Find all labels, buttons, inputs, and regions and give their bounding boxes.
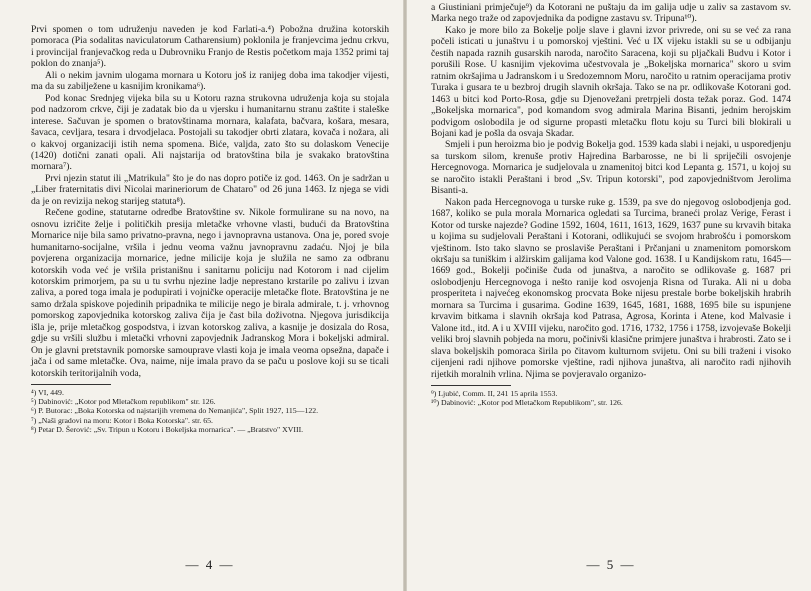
paragraph: Prvi njezin statut ili „Matrikula" što je do nas dopro potiče iz god. 1463. On je sadržan u „Liber fraternitatis divi Nicolai marineriorum de Chataro" od 26 juna 1463. Iz njega se vidi da je on revizija nekog starijeg statuta⁸). — [31, 172, 389, 207]
footnote: ⁴) VI, 449. — [31, 388, 64, 398]
paragraph: Pod konac Srednjeg vijeka bila su u Kotoru razna strukovna udruženja koja su stojala pod nadzorom crkve, čiji je zadatak bio da u vjersku i humanitarnu stranu zaštite i staleške interese. Sačuvan je spomen o bratovštinama mornara, kalafata, bačvara, košara, mesara, šavaca, cevljara, tesara i drvodjelaca. Postojali su takodjer obrti zlatara, kovača i nožara, ali o kakvoj organizaciji istih nema spomena. Biće, valjda, zato što su dolaskom Venecije (1420) dotični zanati opali. Ali najstarija od bratovština bila je svakako bratovština mornara⁷). — [31, 92, 389, 173]
footnote: ¹⁰) Dabinović: „Kotor pod Mletačkom Republikom", str. 126. — [431, 398, 623, 408]
footnote: ⁹) Ljubić, Comm. II, 241 15 aprila 1553. — [431, 388, 558, 398]
right-body-text — [431, 2, 791, 380]
footnote-divider — [431, 385, 511, 386]
page-number: — 4 — — [185, 557, 235, 572]
footnote: ⁶) P. Butorac: „Boka Kotorska od najstarijih vremena do Nemanjića", Split 1927, 115—122. — [31, 406, 319, 416]
paragraph: Rečene godine, statutarne odredbe Bratovštine sv. Nikole formulirane su na novo, na osnovu izričite želje i političkih presija mletačke vrhovne vlasti, budući da Bratovština Mornarice nije bila samo privatno-pravna, nego i javnopravna ustanova. Ona je, pored svoje humanitarno-socijalne, vršila i jednu veoma važnu javnopravnu zadaću. Njoj je bila povjerena organizacija mornarice, jedne milicije koja je služila ne samo za odbranu kotorskih voda već je vršila pristanišnu i sanitarnu policiju nad Kotorom i nad cijelim kotorskim primorjem, pa su u tu svrhu njezine ladje neprestano krstarile po zalivu i izvan zaliva, a pored toga imala je podupirati i vojničke operacije mletačke flote. Bratovština je ne samo držala spiskove pojedinih pripadnika te milicije nego je birala admirale, t. j. vrhovnog pomorskog zapovjednika kotorskog zaliva čija je čast bila doživotna. Njegova jurisdikcija išla je, prije mletačkog gospodstva, i izvan kotorskog zaliva, a kasnije je dosizala do Rosa, gdje su vršili službu i mletački vrhovni zapovjednik Jadranskog Mora i bokeljski admiral. On je glavni pretstavnik pomorske samouprave vlasti koja je imala veoma opsežna, dapače i jača i od same mletačke. Ova, naime, nije imala pravo da se paču u poslove koji su se ticali kotorskih teritorijalnih voda, — [31, 207, 389, 379]
paragraph: Kako je more bilo za Bokelje polje slave i glavni izvor privrede, oni su se već za rana počeli isticati u junaštvu i u pomorskoj vještini. Već u IX vijeku istakli su se u odbijanju čestih napada raznih gusarskih naroda, naročito Saracena, koji su pljačkali Budvu i Kotor i porušili Rose. U kasnijim vjekovima učestvovala je „Bokeljska mornarica" skoro u svim ratnim okršajima u Jadranskom i u Sredozemnom Moru, naročito u ratnim operacijama protiv Turaka i gusara te u bezbroj drugih slavnih okršaja. Tako se na pr. odlikovaše Kotorani god. 1463 u bitci kod Porto-Rosa, gdje su Djenovežani pretrpjeli dosta težak poraz. God. 1474 „Bokeljska mornarica", pod komandom svog admirala Marina Bisanti, jednim herojskim podvigom oslobodila je od sigurne propasti mletačku flotu koju su Turci bili blokirali u Bojani kad je pošla da osvaja Skadar. — [431, 24, 791, 139]
footnote: ⁵) Dabinović: „Kotor pod Mletačkom republikom" str. 126. — [31, 397, 216, 407]
paragraph: Nakon pada Hercegnovoga u turske ruke g. 1539, pa sve do njegovog oslobodjenja god. 1687, koliko se pula morala Mornarica ogledati sa Turcima, braneći prolaz Verige, Ferast i Kotor od turske najezde? Godine 1592, 1604, 1611, 1613, 1629, 1637 pune su krvavih bitaka u kojima su sudjelovali Peraštani i Kotorani, odlikujući se svojom hrabrošću i pomorskom vještinom. Isto tako slavno se proslaviše Peraštani i Prčanjani u znamenitom pomorskom okršaju sa tuniškim i alžirskim galijama kod Valone god. 1638. I u Kandijskom ratu, 1645—1669 god., Bokelji počiniše čuda od junaštva, a naročito se odlikovaše g. 1687 pri oslobodjenju Hercegnovoga i nešto ranije kod osvojenja Risna od Turaka. Ali ni u doba prosperiteta i najvećeg ekonomskog procvata Boke nijesu prestale borbe bokeljskih hrabrih mornara sa Turcima i gusarima. Godine 1639, 1645, 1681, 1688, 1695 bile su ispunjene krvavim bitkama i slavnih okršaja kod Patrasa, Agrosa, Korinta i Atene, kod Malvasie i Valone itd., itd. A i u XVIII vijeku, naročito god. 1716, 1732, 1756 i 1758, izvojevaše Bokelji veliki broj slavnih pobjeda na moru, počinivši klasične primjere junaštva i hrabrosti. Zato se i slava bokeljskih pomoraca širila po čitavom kulturnom svijetu. Oni su bili traženi i visoko cijenjeni radi njihove pomorske vještine, radi njihova junaštva, ali naročito radi njihovih rijetkih moralnih vrlina. Njima se povjeravalo organizo- — [431, 196, 791, 380]
paragraph: Smjeli i pun heroizma bio je podvig Bokelja god. 1539 kada slabi i nejaki, u usporedjenju sa turskom silom, krenuše protiv Hajredina Barbarosse, ne bi li spriječili osvojenje Hercegnovoga. Mornarica je sudjelovala u znamenitoj bitci kod Lepanta g. 1571, u kojoj su se naročito istakli Peraštani i brod „Sv. Tripun kotorski", pod zapovjedništvom Jerolima Bisanti-a. — [431, 139, 791, 197]
left-page — [0, 0, 403, 591]
footnote: ⁸) Petar D. Šerović: „Sv. Tripun u Kotoru i Bokeljska mornarica". — „Bratstvo" XVIII. — [31, 424, 304, 434]
right-page — [407, 0, 811, 591]
left-body-text — [31, 24, 389, 379]
paragraph: Ali o nekim javnim ulogama mornara u Kotoru još iz ranijeg doba ima takodjer vijesti, ma da su zabilježene u kasnijim kronikama⁶). — [31, 69, 389, 93]
paragraph: Prvi spomen o tom udruženju naveden je kod Farlati-a.⁴) Pobožna družina kotorskih pomoraca (Pia sodalitas naviculatorum Catharensium) poklonila je franjevcima jednu crkvu, i provincijal franjevačkog reda u Dubrovniku Franjo de Restis početkom maja 1352 primi taj poklon do znanja⁵). — [31, 24, 389, 70]
page-number: — 5 — — [586, 557, 636, 572]
left-footnotes — [31, 388, 389, 434]
footnote: ⁷) „Naši gradovi na moru: Kotor i Boka Kotorska". str. 65. — [31, 415, 213, 425]
right-footnotes — [431, 389, 791, 407]
paragraph: a Giustiniani primječuje⁹) da Kotorani ne puštaju da im galija udje u zaliv sa zastavom sv. Marka nego traže od zapovjednika da podigne zastavu sv. Tripuna¹⁰). — [431, 2, 791, 25]
footnote-divider — [31, 384, 111, 385]
